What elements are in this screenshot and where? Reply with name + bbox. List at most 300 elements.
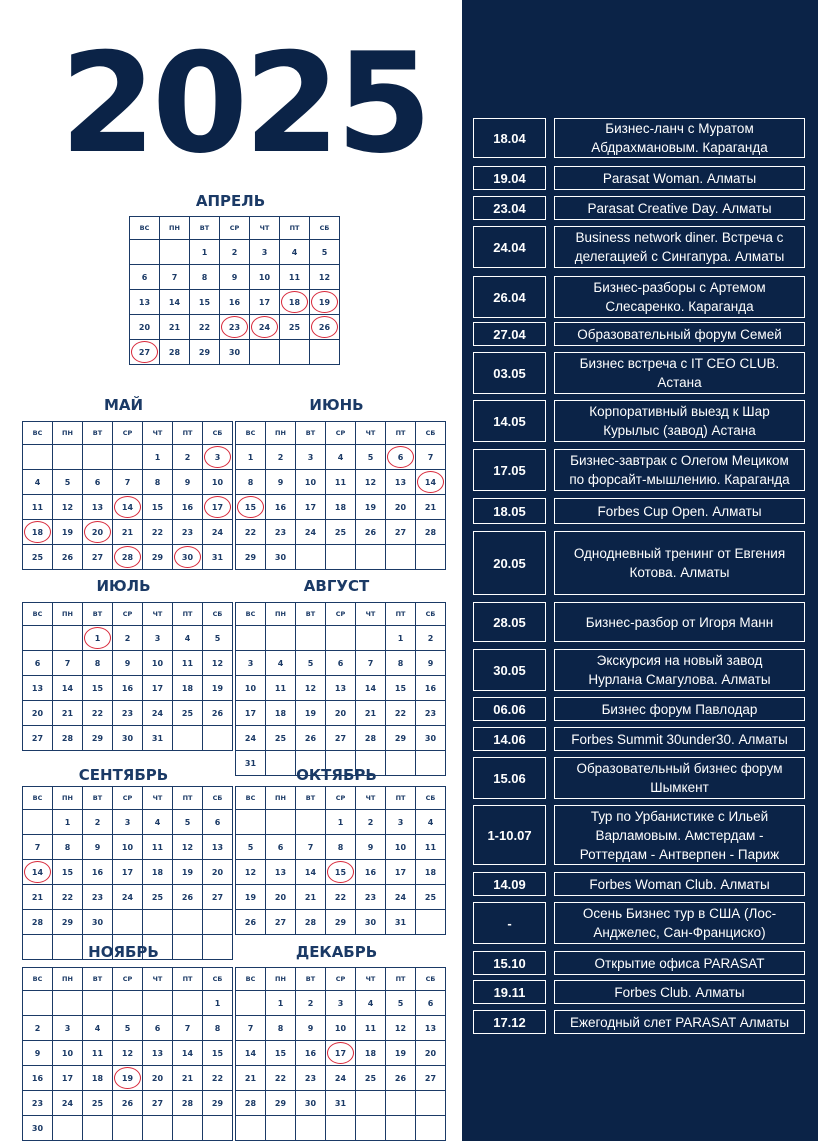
day-cell: 7 (160, 265, 190, 290)
empty-cell (83, 991, 113, 1016)
day-cell: 5 (53, 470, 83, 495)
empty-cell (173, 1116, 203, 1141)
empty-cell (416, 1116, 446, 1141)
day-cell: 13 (326, 676, 356, 701)
day-cell: 9 (113, 651, 143, 676)
weekday-header: ВС (236, 968, 266, 991)
day-cell: 3 (296, 445, 326, 470)
day-cell: 21 (23, 885, 53, 910)
empty-cell (296, 810, 326, 835)
weekday-header: СБ (203, 968, 233, 991)
weekday-header: ВТ (296, 968, 326, 991)
day-cell: 1 (386, 626, 416, 651)
day-cell-marked: 20 (83, 520, 113, 545)
day-cell: 13 (83, 495, 113, 520)
month-title: СЕНТЯБРЬ (78, 766, 169, 784)
day-cell: 7 (23, 835, 53, 860)
empty-cell (143, 991, 173, 1016)
empty-cell (23, 991, 53, 1016)
weekday-header: ЧТ (356, 603, 386, 626)
day-cell: 21 (160, 315, 190, 340)
month-calendar (235, 967, 446, 1141)
event-date: 23.04 (473, 196, 546, 220)
empty-cell (326, 626, 356, 651)
month-title: МАЙ (103, 396, 144, 414)
day-cell: 30 (23, 1116, 53, 1141)
day-cell: 24 (53, 1091, 83, 1116)
weekday-header: ПТ (173, 968, 203, 991)
day-cell: 21 (173, 1066, 203, 1091)
day-cell: 28 (173, 1091, 203, 1116)
empty-cell (203, 910, 233, 935)
day-cell: 20 (130, 315, 160, 340)
day-cell: 29 (190, 340, 220, 365)
day-cell: 24 (236, 726, 266, 751)
day-cell: 10 (143, 651, 173, 676)
day-cell: 23 (266, 520, 296, 545)
day-cell: 25 (266, 726, 296, 751)
day-cell: 25 (280, 315, 310, 340)
day-cell: 31 (203, 545, 233, 570)
day-cell: 18 (83, 1066, 113, 1091)
day-cell: 1 (266, 991, 296, 1016)
empty-cell (113, 991, 143, 1016)
weekday-header: ПН (53, 968, 83, 991)
empty-cell (53, 626, 83, 651)
day-cell: 1 (53, 810, 83, 835)
day-cell: 3 (326, 991, 356, 1016)
day-cell: 28 (53, 726, 83, 751)
day-cell: 30 (220, 340, 250, 365)
day-cell: 16 (220, 290, 250, 315)
event-date: 28.05 (473, 602, 546, 642)
day-cell: 16 (83, 860, 113, 885)
day-cell: 31 (386, 910, 416, 935)
month-calendar (22, 786, 233, 960)
weekday-header: СР (326, 603, 356, 626)
day-cell: 17 (386, 860, 416, 885)
day-cell: 8 (266, 1016, 296, 1041)
empty-cell (113, 910, 143, 935)
day-cell: 28 (23, 910, 53, 935)
day-cell: 17 (143, 676, 173, 701)
day-cell: 21 (296, 885, 326, 910)
event-date: 17.05 (473, 449, 546, 491)
day-cell: 13 (386, 470, 416, 495)
day-cell: 2 (83, 810, 113, 835)
day-cell: 2 (173, 445, 203, 470)
empty-cell (296, 545, 326, 570)
day-cell: 20 (416, 1041, 446, 1066)
day-cell: 22 (326, 885, 356, 910)
day-cell: 14 (160, 290, 190, 315)
day-cell: 2 (356, 810, 386, 835)
weekday-header: ВС (236, 422, 266, 445)
empty-cell (266, 1116, 296, 1141)
day-cell: 12 (356, 470, 386, 495)
event-title: Ежегодный слет PARASAT Алматы (554, 1010, 805, 1034)
day-cell: 4 (326, 445, 356, 470)
empty-cell (143, 910, 173, 935)
day-cell: 21 (356, 701, 386, 726)
month-title: НОЯБРЬ (88, 943, 159, 961)
empty-cell (203, 1116, 233, 1141)
day-cell: 15 (386, 676, 416, 701)
day-cell: 23 (173, 520, 203, 545)
weekday-header: ЧТ (143, 603, 173, 626)
weekday-header: СБ (416, 787, 446, 810)
day-cell: 23 (113, 701, 143, 726)
month-title: ОКТЯБРЬ (296, 766, 377, 784)
weekday-header: СБ (416, 603, 446, 626)
day-cell: 4 (356, 991, 386, 1016)
day-cell: 11 (266, 676, 296, 701)
weekday-header: ПТ (173, 422, 203, 445)
empty-cell (236, 1116, 266, 1141)
month-calendar (235, 602, 446, 776)
day-cell: 3 (250, 240, 280, 265)
day-cell: 5 (236, 835, 266, 860)
day-cell: 8 (143, 470, 173, 495)
month-calendar (22, 421, 233, 570)
day-cell-marked: 18 (280, 290, 310, 315)
day-cell: 13 (130, 290, 160, 315)
empty-cell (173, 991, 203, 1016)
empty-cell (53, 1116, 83, 1141)
empty-cell (113, 445, 143, 470)
day-cell: 29 (53, 910, 83, 935)
empty-cell (296, 1116, 326, 1141)
day-cell: 12 (173, 835, 203, 860)
day-cell: 11 (143, 835, 173, 860)
day-cell: 27 (83, 545, 113, 570)
day-cell: 28 (416, 520, 446, 545)
day-cell: 9 (266, 470, 296, 495)
day-cell: 24 (386, 885, 416, 910)
day-cell: 6 (130, 265, 160, 290)
day-cell: 29 (386, 726, 416, 751)
empty-cell (326, 1116, 356, 1141)
day-cell: 19 (356, 495, 386, 520)
weekday-header: ПН (53, 422, 83, 445)
day-cell: 1 (326, 810, 356, 835)
day-cell: 24 (143, 701, 173, 726)
day-cell: 5 (113, 1016, 143, 1041)
day-cell: 20 (143, 1066, 173, 1091)
day-cell: 6 (23, 651, 53, 676)
day-cell: 15 (143, 495, 173, 520)
day-cell: 15 (83, 676, 113, 701)
day-cell: 9 (220, 265, 250, 290)
day-cell: 11 (356, 1016, 386, 1041)
event-date: 18.05 (473, 498, 546, 524)
month-title: АВГУСТ (303, 577, 370, 595)
day-cell: 4 (416, 810, 446, 835)
event-date: 30.05 (473, 649, 546, 691)
day-cell: 20 (326, 701, 356, 726)
weekday-header: ПН (53, 787, 83, 810)
day-cell: 5 (203, 626, 233, 651)
day-cell: 22 (236, 520, 266, 545)
day-cell: 4 (173, 626, 203, 651)
day-cell-marked: 14 (416, 470, 446, 495)
day-cell: 11 (280, 265, 310, 290)
day-cell: 25 (416, 885, 446, 910)
day-cell: 22 (53, 885, 83, 910)
day-cell: 10 (203, 470, 233, 495)
event-title: Бизнес встреча с IT CEO CLUB. Астана (554, 352, 805, 394)
day-cell: 22 (83, 701, 113, 726)
event-date: 06.06 (473, 697, 546, 721)
weekday-header: ПТ (280, 217, 310, 240)
day-cell: 26 (236, 910, 266, 935)
day-cell: 26 (53, 545, 83, 570)
event-title: Открытие офиса PARASAT (554, 951, 805, 975)
day-cell: 1 (190, 240, 220, 265)
event-title: Бизнес форум Павлодар (554, 697, 805, 721)
day-cell: 6 (143, 1016, 173, 1041)
day-cell: 25 (356, 1066, 386, 1091)
day-cell: 13 (416, 1016, 446, 1041)
day-cell: 15 (266, 1041, 296, 1066)
day-cell: 9 (173, 470, 203, 495)
event-date: 03.05 (473, 352, 546, 394)
day-cell: 4 (266, 651, 296, 676)
empty-cell (266, 810, 296, 835)
empty-cell (236, 810, 266, 835)
weekday-header: ВС (23, 787, 53, 810)
empty-cell (83, 1116, 113, 1141)
event-date: 27.04 (473, 322, 546, 346)
day-cell: 14 (236, 1041, 266, 1066)
day-cell: 11 (23, 495, 53, 520)
empty-cell (266, 626, 296, 651)
weekday-header: ЧТ (250, 217, 280, 240)
day-cell: 8 (326, 835, 356, 860)
day-cell: 29 (203, 1091, 233, 1116)
weekday-header: ЧТ (356, 422, 386, 445)
day-cell: 7 (356, 651, 386, 676)
weekday-header: ПТ (386, 603, 416, 626)
empty-cell (296, 626, 326, 651)
weekday-header: ВС (130, 217, 160, 240)
weekday-header: ПТ (173, 603, 203, 626)
day-cell-marked: 19 (310, 290, 340, 315)
day-cell: 16 (266, 495, 296, 520)
day-cell: 24 (296, 520, 326, 545)
day-cell: 12 (53, 495, 83, 520)
day-cell: 24 (203, 520, 233, 545)
month-title: АПРЕЛЬ (195, 192, 266, 210)
day-cell: 8 (53, 835, 83, 860)
day-cell: 1 (236, 445, 266, 470)
empty-cell (113, 1116, 143, 1141)
event-title: Корпоративный выезд к Шар Курылыс (завод) Астана (554, 400, 805, 442)
day-cell: 18 (356, 1041, 386, 1066)
day-cell: 17 (236, 701, 266, 726)
day-cell: 6 (83, 470, 113, 495)
day-cell: 22 (266, 1066, 296, 1091)
weekday-header: ПТ (386, 968, 416, 991)
day-cell: 19 (236, 885, 266, 910)
day-cell: 1 (203, 991, 233, 1016)
day-cell: 5 (356, 445, 386, 470)
day-cell: 9 (23, 1041, 53, 1066)
day-cell: 11 (326, 470, 356, 495)
empty-cell (326, 545, 356, 570)
day-cell-marked: 18 (23, 520, 53, 545)
day-cell: 29 (236, 545, 266, 570)
weekday-header: СБ (416, 422, 446, 445)
day-cell: 18 (326, 495, 356, 520)
day-cell: 30 (356, 910, 386, 935)
day-cell: 27 (203, 885, 233, 910)
day-cell-marked: 19 (113, 1066, 143, 1091)
event-date: 1-10.07 (473, 805, 546, 865)
weekday-header: СБ (416, 968, 446, 991)
day-cell-marked: 24 (250, 315, 280, 340)
day-cell: 7 (236, 1016, 266, 1041)
day-cell: 28 (296, 910, 326, 935)
day-cell: 10 (53, 1041, 83, 1066)
day-cell-marked: 14 (113, 495, 143, 520)
day-cell: 3 (236, 651, 266, 676)
day-cell: 17 (53, 1066, 83, 1091)
weekday-header: СР (220, 217, 250, 240)
event-title: Образовательный бизнес форум Шымкент (554, 757, 805, 799)
day-cell: 7 (296, 835, 326, 860)
day-cell: 16 (416, 676, 446, 701)
day-cell: 1 (143, 445, 173, 470)
day-cell: 16 (113, 676, 143, 701)
day-cell: 20 (203, 860, 233, 885)
weekday-header: ЧТ (143, 787, 173, 810)
month-calendar (235, 421, 446, 570)
weekday-header: ВТ (83, 422, 113, 445)
day-cell-marked: 17 (203, 495, 233, 520)
day-cell: 7 (416, 445, 446, 470)
weekday-header: ВС (236, 603, 266, 626)
day-cell: 31 (143, 726, 173, 751)
weekday-header: СР (113, 968, 143, 991)
empty-cell (160, 240, 190, 265)
day-cell: 14 (296, 860, 326, 885)
day-cell: 9 (83, 835, 113, 860)
empty-cell (53, 445, 83, 470)
day-cell: 25 (326, 520, 356, 545)
day-cell: 10 (250, 265, 280, 290)
day-cell: 13 (143, 1041, 173, 1066)
empty-cell (173, 726, 203, 751)
day-cell: 22 (190, 315, 220, 340)
day-cell: 8 (386, 651, 416, 676)
empty-cell (250, 340, 280, 365)
weekday-header: ПН (53, 603, 83, 626)
day-cell: 30 (113, 726, 143, 751)
day-cell: 7 (53, 651, 83, 676)
weekday-header: СР (113, 603, 143, 626)
day-cell: 25 (23, 545, 53, 570)
day-cell: 8 (236, 470, 266, 495)
day-cell: 9 (416, 651, 446, 676)
empty-cell (130, 240, 160, 265)
day-cell: 26 (113, 1091, 143, 1116)
weekday-header: ПТ (173, 787, 203, 810)
day-cell: 14 (53, 676, 83, 701)
weekday-header: СБ (203, 603, 233, 626)
event-date: 20.05 (473, 531, 546, 595)
day-cell: 5 (173, 810, 203, 835)
empty-cell (356, 545, 386, 570)
weekday-header: СР (113, 422, 143, 445)
event-title: Образовательный форум Семей (554, 322, 805, 346)
day-cell: 11 (83, 1041, 113, 1066)
weekday-header: ВТ (83, 787, 113, 810)
day-cell-marked: 23 (220, 315, 250, 340)
day-cell: 22 (386, 701, 416, 726)
day-cell-marked: 30 (173, 545, 203, 570)
day-cell: 21 (416, 495, 446, 520)
day-cell: 19 (203, 676, 233, 701)
day-cell: 27 (416, 1066, 446, 1091)
day-cell: 2 (416, 626, 446, 651)
day-cell: 27 (143, 1091, 173, 1116)
day-cell: 4 (143, 810, 173, 835)
day-cell: 23 (416, 701, 446, 726)
day-cell: 20 (386, 495, 416, 520)
day-cell: 10 (113, 835, 143, 860)
day-cell: 4 (23, 470, 53, 495)
day-cell: 24 (326, 1066, 356, 1091)
weekday-header: ПН (160, 217, 190, 240)
day-cell: 2 (23, 1016, 53, 1041)
day-cell-marked: 15 (236, 495, 266, 520)
weekday-header: СБ (203, 787, 233, 810)
weekday-header: СБ (310, 217, 340, 240)
day-cell: 16 (296, 1041, 326, 1066)
weekday-header: ВС (236, 787, 266, 810)
day-cell: 11 (416, 835, 446, 860)
day-cell: 8 (203, 1016, 233, 1041)
day-cell-marked: 17 (326, 1041, 356, 1066)
day-cell: 12 (386, 1016, 416, 1041)
empty-cell (416, 545, 446, 570)
day-cell: 17 (296, 495, 326, 520)
day-cell: 25 (143, 885, 173, 910)
day-cell: 17 (113, 860, 143, 885)
day-cell: 20 (23, 701, 53, 726)
day-cell: 10 (386, 835, 416, 860)
day-cell: 19 (53, 520, 83, 545)
empty-cell (416, 910, 446, 935)
event-date: 15.10 (473, 951, 546, 975)
event-date: 26.04 (473, 276, 546, 318)
day-cell: 6 (416, 991, 446, 1016)
day-cell-marked: 1 (83, 626, 113, 651)
day-cell-marked: 15 (326, 860, 356, 885)
event-title: Business network diner. Встреча с делегацией с Сингапура. Алматы (554, 226, 805, 268)
weekday-header: ВТ (83, 968, 113, 991)
weekday-header: ПН (266, 422, 296, 445)
day-cell: 13 (23, 676, 53, 701)
event-title: Бизнес-завтрак с Олегом Мециком по форсайт-мышлению. Караганда (554, 449, 805, 491)
empty-cell (83, 445, 113, 470)
day-cell: 18 (266, 701, 296, 726)
day-cell: 29 (326, 910, 356, 935)
day-cell: 13 (203, 835, 233, 860)
day-cell: 17 (250, 290, 280, 315)
day-cell-marked: 26 (310, 315, 340, 340)
